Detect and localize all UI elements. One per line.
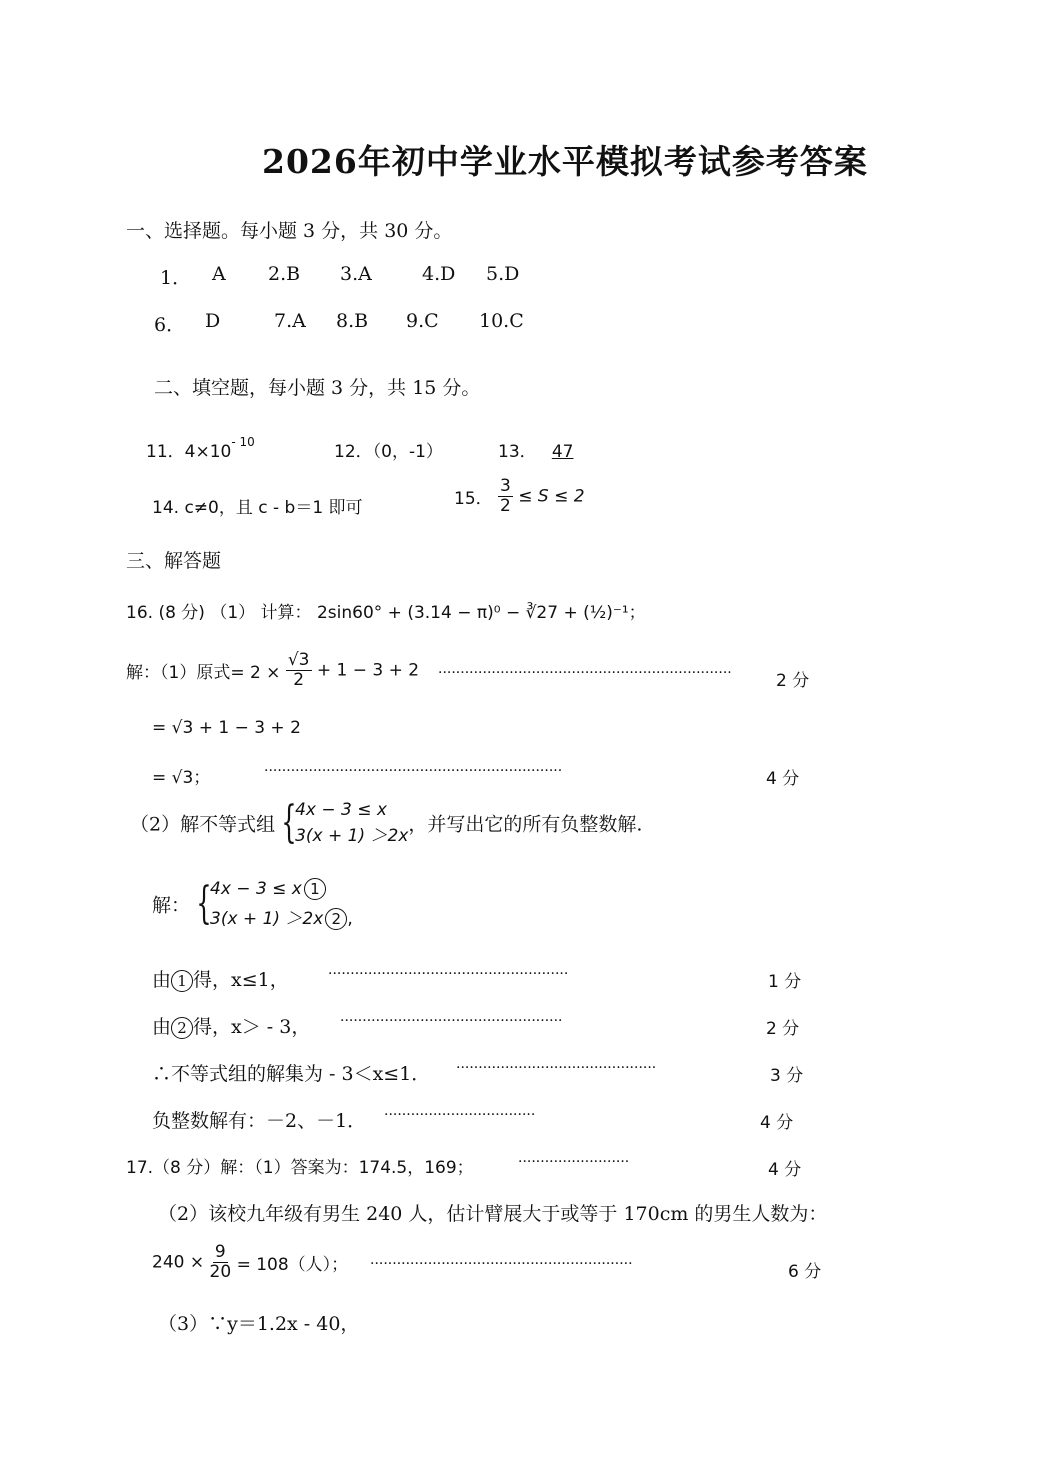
from-ineq-1: 由 1 得，x≤1， [152,969,289,991]
q16-line2: = √3 + 1 − 3 + 2 [152,718,301,738]
answer-7: 7.A [274,310,306,332]
circled-number-1: 1 [171,970,193,992]
negative-integers-score: 4 分 [760,1113,794,1133]
section3-heading: 三、解答题 [126,550,222,572]
q17-line4: （3）∵y＝1.2x - 40， [158,1313,360,1335]
leader-dots: ························· [518,1154,630,1170]
answer-13-value: 47 [551,442,574,462]
q16-line3-score: 4 分 [766,769,800,789]
q16-sol1-rest: + 1 − 3 + 2 [316,660,420,681]
inequality-1: 4x − 3 ≤ x [210,879,302,899]
answer-11-base: 11．4×10 [146,442,232,462]
q17-line1-score: 4 分 [768,1160,802,1180]
answer-13 [498,437,589,462]
page-title: 2026年初中学业水平模拟考试参考答案 [262,142,868,181]
q16-sol1-label: 解：（1）原式= 2 × [126,663,281,683]
circled-number-2: 2 [325,908,347,930]
q16-sol1-fraction: $\frac{√3}{2}$ [287,650,310,690]
section2-heading: 二、填空题，每小题 3 分，共 15 分。 [154,377,481,399]
from-ineq-1-score: 1 分 [768,972,802,992]
answer-15-fraction: $\frac{3}{2}$ [500,476,511,516]
answer-1-value: A [212,263,226,285]
answer-2: 2.B [268,263,301,285]
answer-10: 10.C [479,310,524,332]
answer-3: 3.A [340,263,372,285]
answer-1: 1． [160,267,192,289]
answer-5: 5.D [486,263,520,285]
leader-dots: ······················································ [328,966,569,982]
answer-6-value: D [205,310,221,332]
brace-icon: { [196,878,212,929]
negative-integers: 负整数解有：－2、－1． [152,1110,367,1132]
answer-4: 4.D [422,263,456,285]
brace-icon: { [281,797,297,848]
q16-solution-2 [152,874,353,934]
q17-line3-prefix: 240 × [152,1252,205,1273]
answer-15 [454,478,585,515]
inequality-1: 4x − 3 ≤ x [295,800,387,820]
answer-15-rest: ≤ S ≤ 2 [518,486,585,507]
leader-dots: ············································· [456,1060,657,1076]
answer-13-label: 13． [498,442,537,462]
q16-sol2-label: 解： [152,894,191,917]
solution-set-score: 3 分 [770,1066,804,1086]
leader-dots: ·································· [384,1107,536,1123]
answer-9: 9.C [406,310,439,332]
leader-dots: ··························································· [370,1256,633,1272]
q16-line3: = √3； [152,768,211,788]
q17-line2: （2）该校九年级有男生 240 人，估计臂展大于或等于 170cm 的男生人数为： [158,1203,828,1225]
leader-dots: ·································································· [438,665,732,681]
answer-6: 6． [154,314,186,336]
circled-number-2: 2 [171,1017,193,1039]
q16-part2-prefix: （2）解不等式组 [130,813,276,836]
from-ineq-2: 由 2 得，x＞ - 3， [152,1016,311,1038]
answer-8: 8.B [336,310,369,332]
inequality-2: 3(x + 1) ＞2x [295,826,409,846]
solution-set: ∴不等式组的解集为 - 3＜x≤1． [152,1063,431,1085]
q17-line3-rest: = 108（人）； [236,1255,349,1275]
answer-15-label: 15． [454,489,493,509]
inequality-system-labeled: 4x − 3 ≤ x 1 3(x + 1) ＞2x 2 , [210,879,353,929]
q16-part2 [130,797,642,849]
q17-line3 [152,1244,348,1281]
leader-dots: ·················································· [340,1013,563,1029]
inequality-2: 3(x + 1) ＞2x [210,909,324,929]
leader-dots: ··································································· [264,763,563,779]
answer-11-exponent: - 10 [231,435,255,450]
inequality-system [295,797,408,849]
answer-11 [146,437,255,462]
answer-14: 14. c≠0，且 c - b＝1 即可 [152,498,363,518]
q16-prefix: 16. (8 分) （1） 计算： [126,603,312,623]
q17-line1: 17.（8 分）解：（1）答案为：174.5，169； [126,1158,474,1178]
from-ineq-2-score: 2 分 [766,1019,800,1039]
answer-12: 12．（0，-1） [334,442,443,462]
circled-number-1: 1 [304,878,326,900]
q16-sol1-score: 2 分 [776,671,810,691]
q16-solution-1 [126,652,419,689]
q17-fraction: $\frac{9}{20}$ [209,1242,232,1282]
section1-heading: 一、选择题。每小题 3 分，共 30 分。 [126,220,453,242]
q16-expression: 2sin60° + (3.14 − π)⁰ − ∛27 + (½)⁻¹； [316,603,646,623]
q16-part2-suffix: ，并写出它的所有负整数解. [408,813,643,836]
q17-line3-score: 6 分 [788,1262,822,1282]
q16-prompt [126,598,646,623]
